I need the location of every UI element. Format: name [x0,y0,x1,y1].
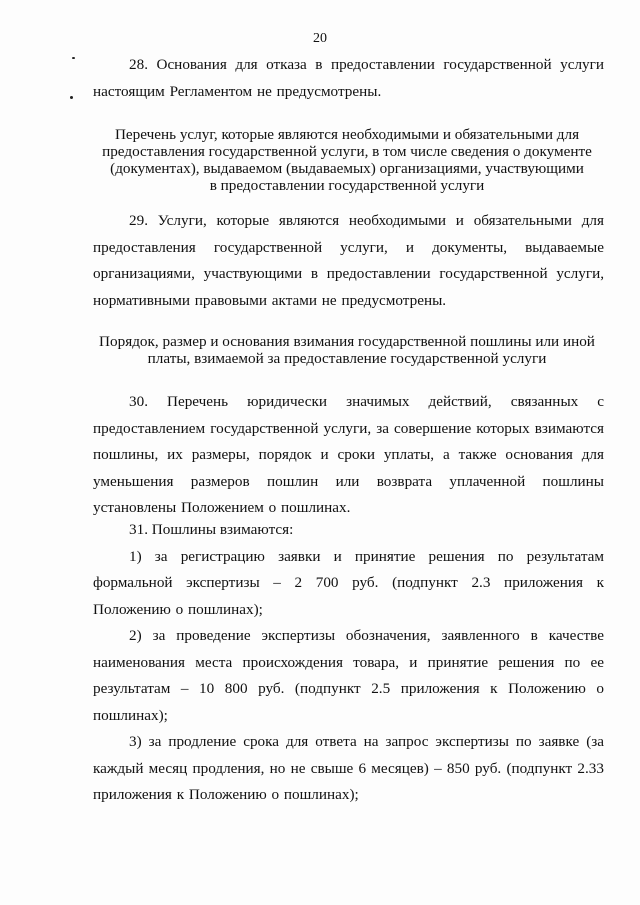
heading-services-line: Перечень услуг, которые являются необходимыми и обязательными для [114,126,580,143]
paragraph-31-block [93,517,604,809]
paragraph-31-item-3: 3) за продление срока для ответа на запрос экспертизы по заявке (за каждый месяц продления, но не свыше 6 месяцев) – 850 руб. (подпункт 2.33 приложения к Положению о пошлинах); [93,733,604,803]
heading-services [80,126,614,194]
paragraph-30: 30. Перечень юридически значимых действий, связанных с предоставлением государственной услуги, за совершение которых взимаются пошлины, их размеры, порядок и сроки уплаты, а также основания для уменьшения размеров пошлин или возврата уплаченной пошлины установлены Положением о пошлинах. [93,393,604,516]
heading-fees-line: Порядок, размер и основания взимания государственной пошлины или иной [99,333,595,350]
paragraph-31-item-1: 1) за регистрацию заявки и принятие решения по результатам формальной экспертизы – 2 700 руб. (подпункт 2.3 приложения к Положению о пошлинах); [93,547,604,618]
heading-fees-line: платы, взимаемой за предоставление государственной услуги [147,350,547,367]
heading-services-line: в предоставлении государственной услуги [209,177,485,194]
paragraph-28-block [93,52,604,105]
paragraph-29: 29. Услуги, которые являются необходимыми и обязательными для предоставления государственной услуги, и документы, выдаваемые организациями, участвующими в предоставлении государственной услуги, нормативными правовыми актами не предусмотрены. [93,212,604,309]
scan-speck [72,57,75,59]
heading-services-line: (документах), выдаваемом (выдаваемых) организациями, участвующими [110,160,584,177]
paragraph-31: 31. Пошлины взимаются: [129,521,294,538]
paragraph-31-item-2: 2) за проведение экспертизы обозначения, заявленного в качестве наименования места происхождения товара, и принятие решения по ее результатам – 10 800 руб. (подпункт 2.5 приложения к Положению о пошлинах); [93,627,604,724]
heading-services-line: предоставления государственной услуги, в том числе сведения о документе [102,143,592,160]
paragraph-28: 28. Основания для отказа в предоставлении государственной услуги настоящим Регламентом не предусмотрены. [93,56,604,100]
paragraph-29-block [93,208,604,314]
heading-fees [80,333,614,367]
paragraph-30-block [93,389,604,522]
scan-speck [70,96,73,99]
page-number: 20 [313,31,327,46]
